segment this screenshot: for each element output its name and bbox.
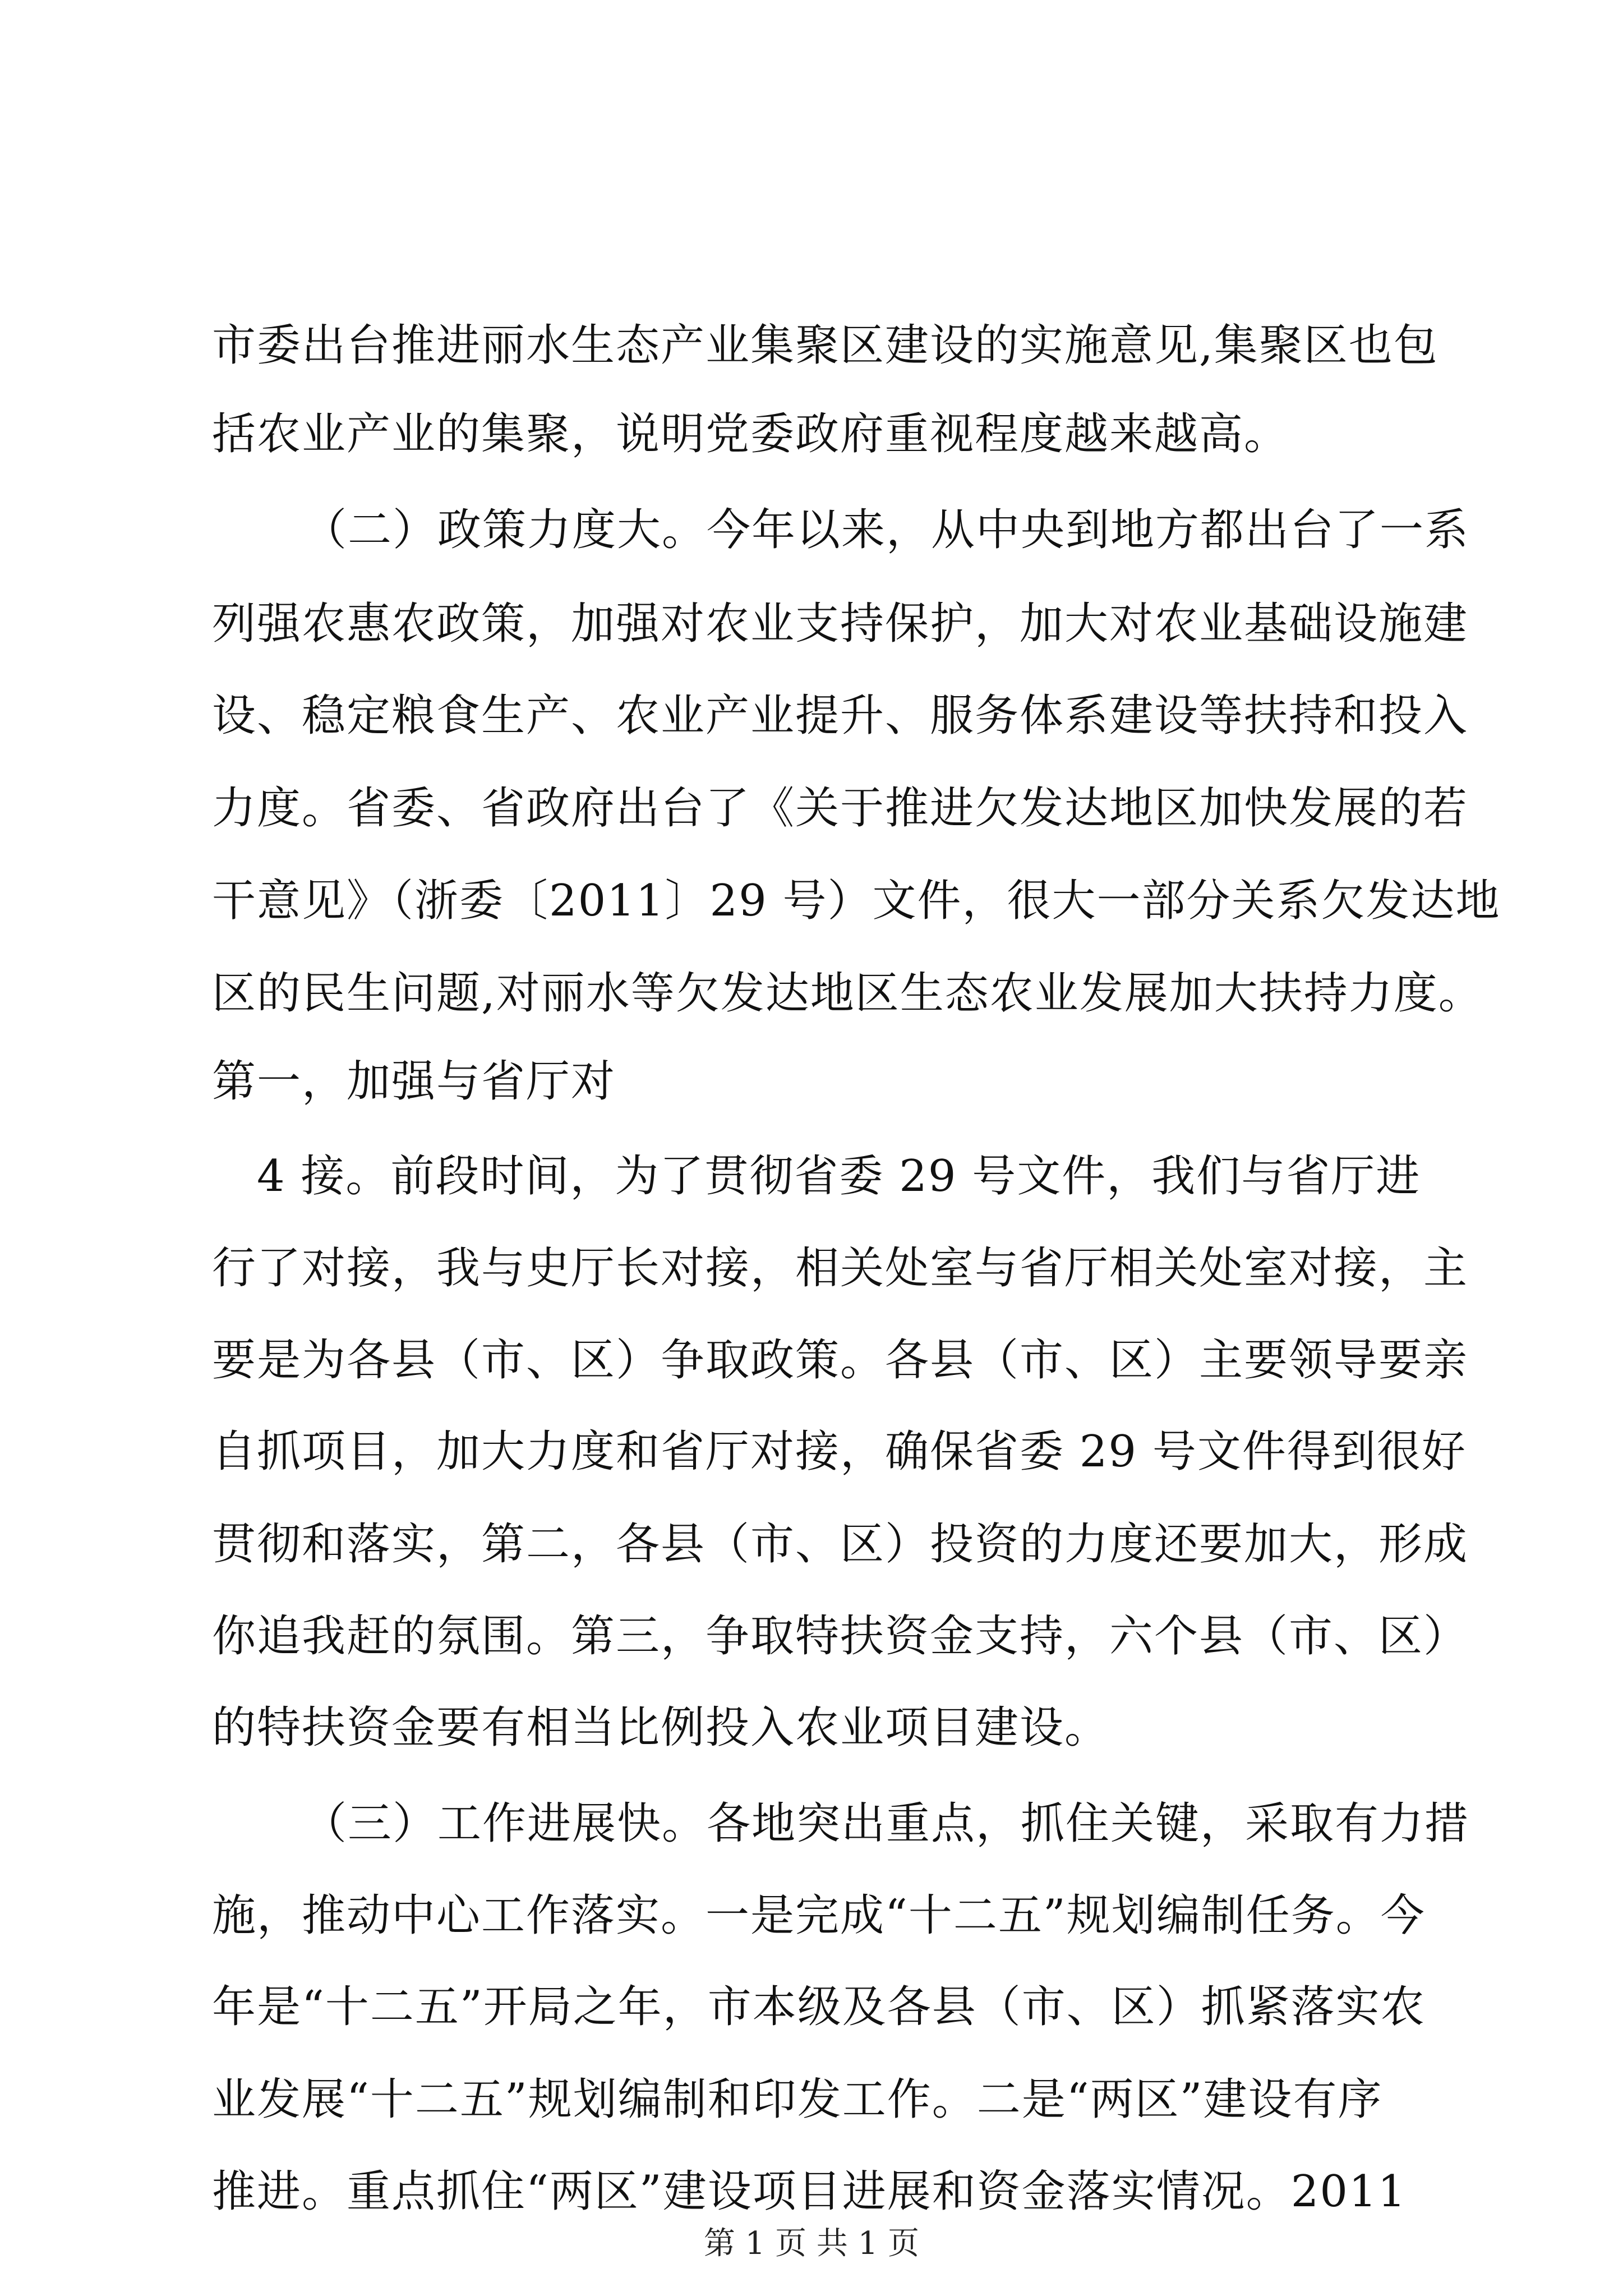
text-line: 列强农惠农政策，加强对农业支持保护，加大对农业基础设施建 (212, 599, 1469, 649)
paragraph-4-first-line: （三）工作进展快。各地突出重点，抓住关键，采取有力措 (303, 1798, 1470, 1849)
text-line: 推进。重点抓住“两区”建设项目进展和资金落实情况。2011 (212, 2166, 1407, 2217)
text-line: 干意见》（浙委〔2011〕29 号）文件，很大一部分关系欠发达地 (212, 876, 1501, 926)
text-line: 第一，加强与省厅对 (212, 1056, 616, 1107)
text-line: 施，推动中心工作落实。一是完成“十二五”规划编制任务。今 (212, 1890, 1426, 1941)
text-line: 力度。省委、省政府出台了《关于推进欠发达地区加快发展的若 (212, 783, 1469, 834)
text-line: 的特扶资金要有相当比例投入农业项目建设。 (212, 1703, 1110, 1753)
page-footer: 第 1 页 共 1 页 (703, 2225, 920, 2262)
text-line: 区的民生问题,对丽水等欠发达地区生态农业发展加大扶持力度。 (212, 968, 1483, 1019)
paragraph-3-first-line: 4 接。前段时间，为了贯彻省委 29 号文件，我们与省厅进 (257, 1151, 1421, 1202)
paragraph-2-first-line: （二）政策力度大。今年以来，从中央到地方都出台了一系 (303, 505, 1470, 555)
text-line: 业发展“十二五”规划编制和印发工作。二是“两区”建设有序 (212, 2074, 1383, 2125)
text-line: 行了对接，我与史厅长对接，相关处室与省厅相关处室对接，主 (212, 1243, 1469, 1294)
text-line: 要是为各县（市、区）争取政策。各县（市、区）主要领导要亲 (212, 1335, 1469, 1386)
text-line: 自抓项目，加大力度和省厅对接，确保省委 29 号文件得到很好 (212, 1427, 1467, 1477)
text-line: 你追我赶的氛围。第三，争取特扶资金支持，六个县（市、区） (212, 1611, 1469, 1662)
text-line: 市委出台推进丽水生态产业集聚区建设的实施意见,集聚区也包 (212, 320, 1438, 371)
text-line: 贯彻和落实，第二，各县（市、区）投资的力度还要加大，形成 (212, 1519, 1469, 1570)
text-line: 括农业产业的集聚，说明党委政府重视程度越来越高。 (212, 409, 1289, 459)
text-line: 设、稳定粮食生产、农业产业提升、服务体系建设等扶持和投入 (212, 691, 1469, 741)
text-line: 年是“十二五”开局之年，市本级及各县（市、区）抓紧落实农 (212, 1982, 1426, 2032)
